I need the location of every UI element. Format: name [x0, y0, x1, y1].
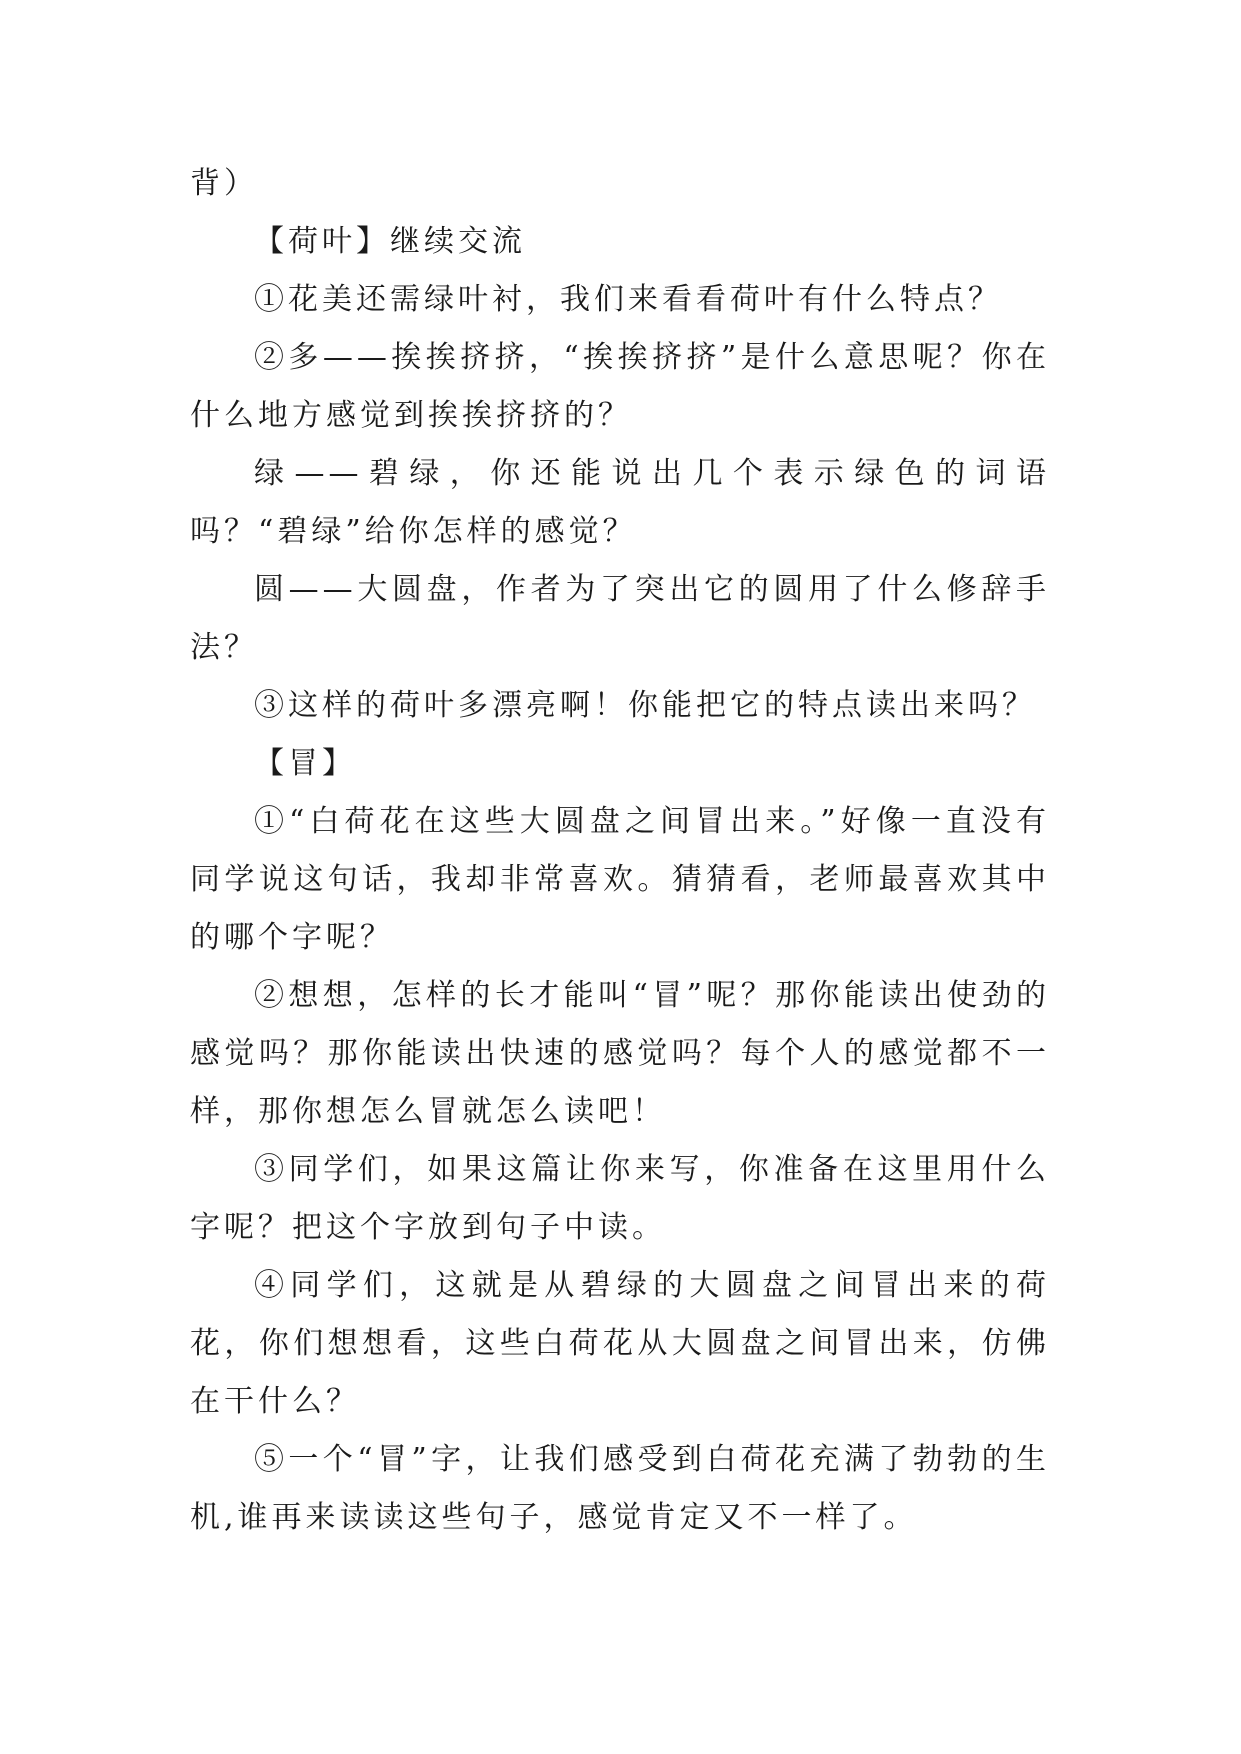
section-heading-mao: 【冒】 [254, 746, 356, 781]
paragraph: 绿——碧绿，你还能说出几个表示绿色的词语吗？“碧绿”给你怎样的感觉？ [190, 456, 1050, 549]
paragraph-continuation: 背） [190, 166, 258, 201]
paragraph: 圆——大圆盘，作者为了突出它的圆用了什么修辞手法？ [190, 572, 1050, 665]
paragraph: ②多——挨挨挤挤，“挨挨挤挤”是什么意思呢？你在什么地方感觉到挨挨挤挤的？ [190, 340, 1050, 433]
document-page [190, 155, 1050, 1547]
section-heading-lotus-leaf: 【荷叶】继续交流 [254, 224, 526, 259]
paragraph: ①花美还需绿叶衬，我们来看看荷叶有什么特点？ [254, 282, 1002, 317]
paragraph: ④同学们，这就是从碧绿的大圆盘之间冒出来的荷花，你们想想看，这些白荷花从大圆盘之间冒出来，仿佛在干什么？ [190, 1268, 1050, 1419]
paragraph: ②想想，怎样的长才能叫“冒”呢？那你能读出使劲的感觉吗？那你能读出快速的感觉吗？每个人的感觉都不一样，那你想怎么冒就怎么读吧！ [190, 978, 1050, 1129]
paragraph: ③同学们，如果这篇让你来写，你准备在这里用什么字呢？把这个字放到句子中读。 [190, 1152, 1050, 1245]
paragraph: ⑤一个“冒”字，让我们感受到白荷花充满了勃勃的生机,谁再来读读这些句子，感觉肯定又不一样了。 [190, 1442, 1050, 1535]
paragraph: ①“白荷花在这些大圆盘之间冒出来。”好像一直没有同学说这句话，我却非常喜欢。猜猜看，老师最喜欢其中的哪个字呢？ [190, 804, 1050, 955]
paragraph: ③这样的荷叶多漂亮啊！你能把它的特点读出来吗？ [254, 688, 1036, 723]
